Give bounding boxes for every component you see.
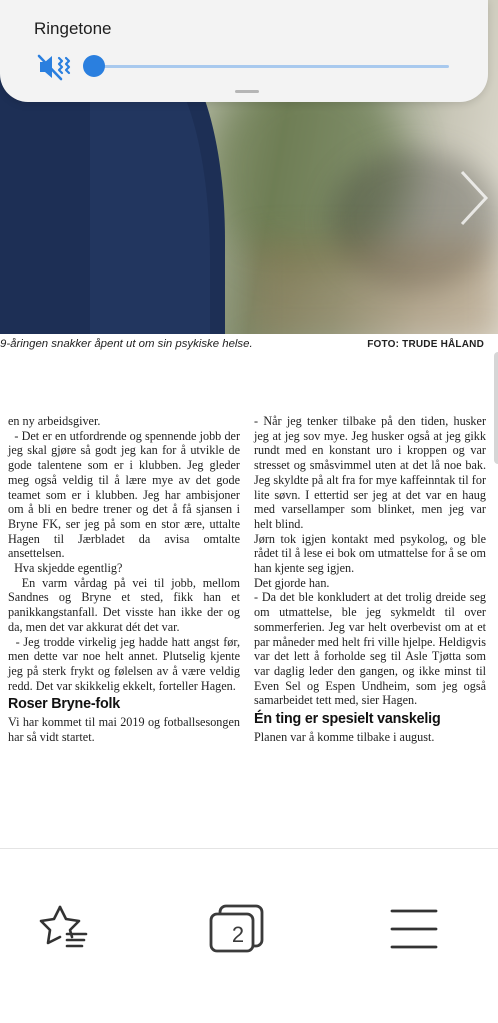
- article-paragraph: Hva skjedde egentlig?: [8, 561, 123, 576]
- article-paragraph: - Når jeg tenker tilbake på den tiden, husker jeg at jeg sov mye. Jeg husker også at jeg gikk rundt med en konstant uro i kroppen og var stresset og småsvimmel uten at det lå noe bak. Jeg skyldte på alt fra for mye kaffeinntak til for lite søvn. I ettertid ser jeg at det var en haug med varsellamper som blinket, men jeg var helt blind.: [254, 414, 486, 531]
- article-paragraph: Det gjorde han.: [254, 575, 330, 590]
- article-paragraph: Vi har kommet til mai 2019 og fotballsesongen har så vidt startet.: [8, 715, 240, 745]
- scroll-indicator[interactable]: [494, 352, 498, 464]
- tabs-count: 2: [231, 922, 245, 947]
- bottom-navigation-bar: [0, 849, 498, 1023]
- article-paragraph: En varm vårdag på vei til jobb, mellom Sandnes og Bryne et sted, fikk han et panikkangstanfall. Det visste han ikke der og da, men det var akkurat dét det var.: [8, 575, 244, 634]
- tabs-button[interactable]: [208, 901, 268, 961]
- photo-caption: 9-åringen snakker åpent ut om sin psykiske helse.: [0, 338, 253, 350]
- chevron-right-icon[interactable]: [456, 168, 492, 228]
- volume-slider-track[interactable]: [93, 65, 449, 68]
- photo-credit: FOTO: TRUDE HÅLAND: [367, 339, 484, 350]
- hamburger-menu-icon: [382, 901, 442, 961]
- panel-drag-handle[interactable]: [235, 90, 259, 93]
- article-right-column: [254, 414, 486, 745]
- volume-title: Ringetone: [34, 19, 112, 38]
- article-left-column: [8, 414, 244, 745]
- volume-panel: [0, 0, 488, 102]
- photo-background: [250, 240, 498, 334]
- article-paragraph: - Da det ble konkludert at det trolig dreide seg om utmattelse, ble jeg sykmeldt til over sommerferien. Jeg var helt overbevist om at et par måneder med helt fri ville hjelpe. Heldigvis var det lett å forholde seg til Asle Tjøtta som var daglig leder den gangen, og ikke minst til Even Sel og Espen Undheim, som jeg også samarbeidet tett med, sier Hagen.: [254, 590, 486, 708]
- star-list-icon: [34, 901, 94, 961]
- article-subheading: Roser Bryne-folk: [8, 696, 120, 713]
- article-paragraph: Planen var å komme tilbake i august.: [254, 730, 435, 745]
- article-paragraph: Jørn tok igjen kontakt med psykolog, og ble rådet til å lese ei bok om utmattelse for å se om han kjente seg igjen.: [254, 531, 486, 576]
- photo-caption-row: [0, 336, 498, 356]
- article-paragraph: - Jeg trodde virkelig jeg hadde hatt angst før, men dette var noe helt annet. Plutselig kjente jeg på sterk frykt og følelsen av å være veldig redd. Det var skikkelig ekkelt, forteller Hagen.: [8, 634, 244, 693]
- vibrate-muted-icon[interactable]: [37, 53, 71, 81]
- volume-slider-thumb[interactable]: [83, 55, 105, 77]
- article-paragraph: - Det er en utfordrende og spennende jobb der jeg skal gjøre så godt jeg kan for å utvikle de gode talentene som er i klubben. Jeg gleder meg også veldig til å lære mye av det gode teamet som er i klubben. Jeg har ambisjoner om å bli en bedre trener og det å få sjansen i Bryne FK, ser jeg på som en stor ære, uttalte Hagen til Jærbladet da avisa omtalte ansettelsen.: [8, 428, 244, 561]
- favorites-button[interactable]: [34, 901, 94, 961]
- article-paragraph: en ny arbeidsgiver.: [8, 414, 101, 428]
- article-subheading: Én ting er spesielt vanskelig: [254, 711, 441, 728]
- menu-button[interactable]: [382, 901, 442, 961]
